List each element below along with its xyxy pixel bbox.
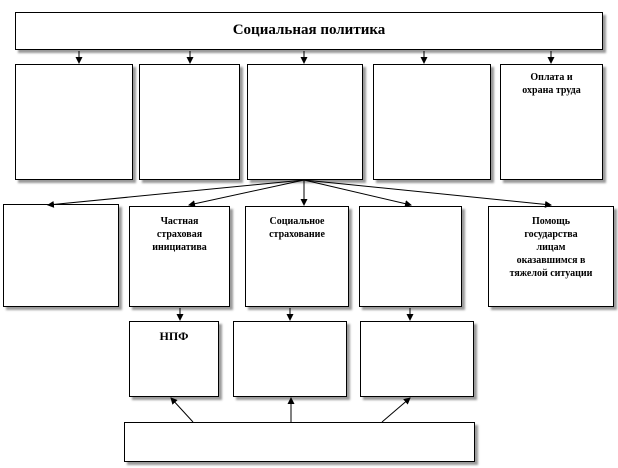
row2-box-2-label: Частная страховая инициатива (152, 216, 207, 253)
arrow-row1-3-to-row2-2 (189, 180, 304, 205)
arrow-row1-3-to-row2-5 (304, 180, 551, 205)
row1-box-5-label: Оплата и охрана труда (522, 72, 581, 96)
arrow-row1-3-to-row2-1 (48, 180, 304, 205)
arrow-row1-3-to-row2-4 (304, 180, 411, 205)
row2-box-5-label: Помощь государства лицам оказавшимся в тяжелой ситуации (509, 216, 593, 279)
row3-box-1-label: НПФ (159, 329, 189, 343)
arrow-bottom-to-row3-1 (171, 398, 193, 422)
diagram-title: Социальная политика (232, 22, 386, 38)
row2-box-3-label: Социальное страхование (269, 216, 325, 240)
arrow-bottom-to-row3-3 (382, 398, 410, 422)
